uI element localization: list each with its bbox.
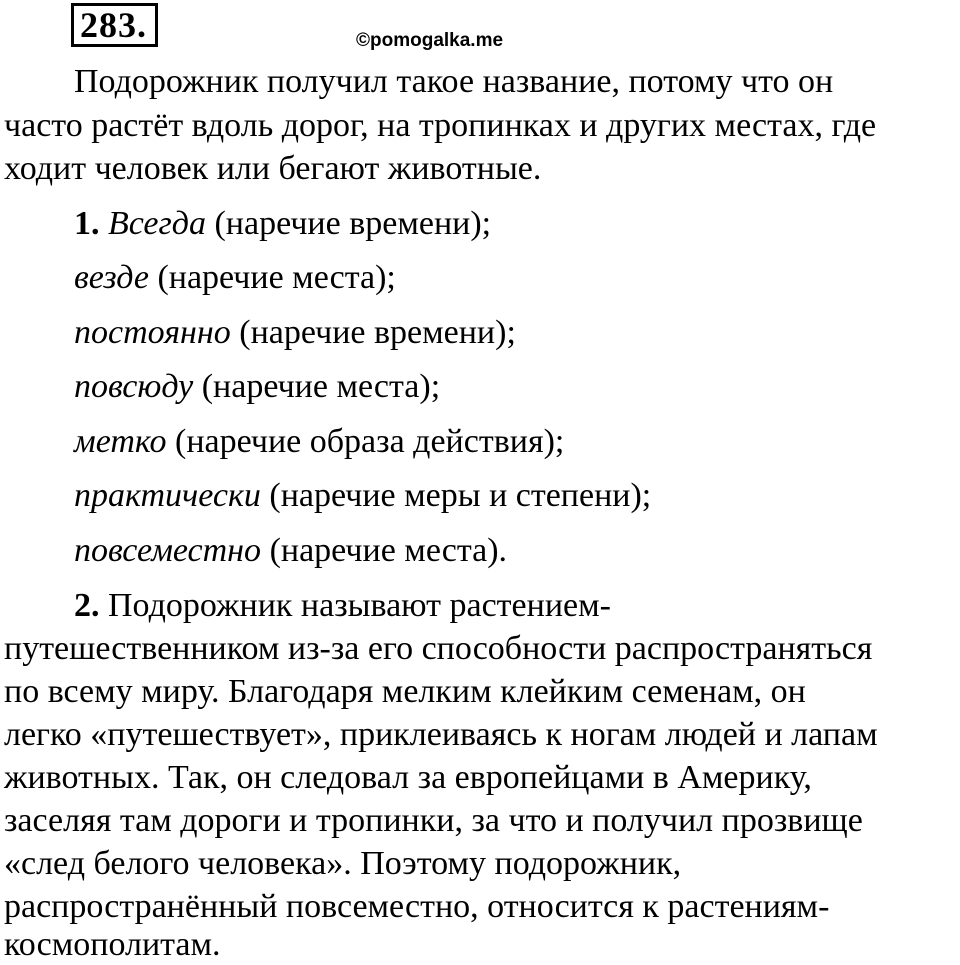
adverb-item — [74, 531, 507, 571]
part2-line — [74, 586, 611, 626]
intro-line: Подорожник получил такое название, потому что он — [74, 63, 834, 100]
adverb-note: (наречие времени); — [230, 314, 516, 351]
adverb-note: (наречие места); — [193, 368, 441, 405]
part1-label: 1. — [74, 205, 100, 242]
watermark: ©pomogalka.me — [356, 30, 504, 51]
part2-line: животных. Так, он следовал за европейцами в Америку, — [4, 759, 812, 796]
adverb-item — [74, 422, 564, 462]
adverb-word: метко — [74, 423, 167, 460]
adverb-word: Всегда — [108, 205, 206, 242]
part2-line: легко «путешествует», приклеиваясь к ногам людей и лапам — [4, 716, 878, 753]
part2-line: по всему миру. Благодаря мелким клейким семенам, он — [4, 673, 806, 710]
adverb-item — [74, 204, 491, 244]
adverb-item — [74, 258, 396, 298]
adverb-item — [74, 476, 651, 516]
exercise-number: 283. — [71, 3, 158, 47]
intro-line: ходит человек или бегают животные. — [4, 150, 542, 187]
part2-line: космополитам. — [4, 926, 221, 963]
adverb-word: повсеместно — [74, 532, 262, 569]
part2-text: Подорожник называют растением- — [99, 587, 611, 624]
adverb-note: (наречие места); — [148, 259, 396, 296]
part2-line: «след белого человека». Поэтому подорожник, — [4, 845, 682, 882]
part2-line: заселяя там дороги и тропинки, за что и получил прозвище — [4, 802, 863, 839]
adverb-word: практически — [74, 477, 261, 514]
adverb-note: (наречие места). — [261, 532, 508, 569]
part2-line: путешественником из-за его способности распространяться — [4, 630, 873, 667]
intro-line: часто растёт вдоль дорог, на тропинках и других местах, где — [4, 107, 877, 144]
part2-label: 2. — [74, 587, 100, 624]
adverb-word: постоянно — [74, 314, 231, 351]
adverb-item — [74, 313, 516, 353]
adverb-note: (наречие образа действия); — [166, 423, 565, 460]
part2-line: распространённый повсеместно, относится к растениям- — [4, 888, 830, 925]
adverb-note: (наречие времени); — [205, 205, 492, 242]
adverb-word: везде — [74, 259, 149, 296]
adverb-item — [74, 367, 440, 407]
adverb-word: повсюду — [74, 368, 194, 405]
adverb-note: (наречие меры и степени); — [260, 477, 652, 514]
